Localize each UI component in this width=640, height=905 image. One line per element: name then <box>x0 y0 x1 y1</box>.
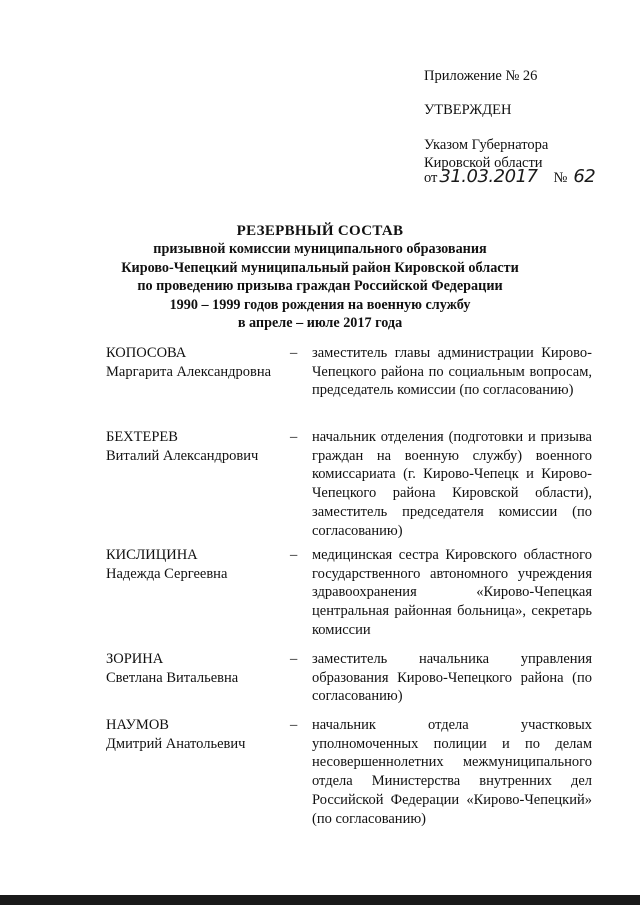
member-given-names: Дмитрий Анатольевич <box>106 735 246 752</box>
member-dash: – <box>290 717 298 733</box>
member-surname: БЕХТЕРЕВ <box>106 429 178 445</box>
member-name <box>106 546 281 583</box>
member-given-names: Виталий Александрович <box>106 447 259 464</box>
region-line: Кировской области <box>424 155 543 171</box>
member-given-names: Маргарита Александровна <box>106 363 272 380</box>
date-prefix: от <box>424 170 438 186</box>
member-given-names: Светлана Витальевна <box>106 669 239 686</box>
heading-line: Кирово-Чепецкий муниципальный район Кировской области <box>121 259 519 276</box>
member-dash: – <box>290 429 298 445</box>
member-surname: КИСЛИЦИНА <box>106 547 198 563</box>
heading-line: в апреле – июле 2017 года <box>237 315 403 332</box>
document-title: РЕЗЕРВНЫЙ СОСТАВ <box>236 223 404 239</box>
member-surname: НАУМОВ <box>106 717 169 733</box>
member-dash: – <box>290 651 298 667</box>
date-line <box>424 168 595 187</box>
member-surname: КОПОСОВА <box>106 345 187 361</box>
member-dash: – <box>290 345 298 361</box>
decree-line: Указом Губернатора <box>424 137 549 153</box>
member-role: начальник отдела участковых уполномоченных полиции и по делам несовершеннолетних межмуниципального отдела Министерства внутренних дел Российской Федерации «Кирово-Чепецкий» (по согласованию) <box>312 717 592 827</box>
member-name <box>106 716 281 753</box>
member-role: медицинская сестра Кировского областного государственного автономного учреждения здравоохранения «Кирово-Чепецкая центральная районная больница», секретарь комиссии <box>312 547 592 638</box>
heading-line: 1990 – 1999 годов рождения на военную службу <box>169 296 471 313</box>
member-role: заместитель начальника управления образования Кирово-Чепецкого района (по согласованию) <box>312 651 592 705</box>
heading-line: по проведению призыва граждан Российской Федерации <box>137 278 503 295</box>
document-heading <box>90 222 550 333</box>
member-name <box>106 650 281 687</box>
scan-edge-bar <box>0 895 640 905</box>
member-name <box>106 428 281 465</box>
approval-label: УТВЕРЖДЕН <box>424 102 512 118</box>
handwritten-number: 62 <box>573 166 596 187</box>
member-role: заместитель главы администрации Кирово-Чепецкого района по социальным вопросам, председатель комиссии (по согласованию) <box>312 345 592 399</box>
member-dash: – <box>290 547 298 563</box>
heading-line: призывной комиссии муниципального образования <box>153 241 487 257</box>
appendix-number: Приложение № 26 <box>424 68 538 84</box>
handwritten-date: 31.03.2017 <box>439 166 538 187</box>
member-role: начальник отделения (подготовки и призыва граждан на военную службу) военного комиссариата (г. Кирово-Чепецк и Кирово-Чепецкого района Кировской области), заместитель председателя комиссии (по согласованию) <box>312 429 592 539</box>
member-surname: ЗОРИНА <box>106 651 164 667</box>
member-given-names: Надежда Сергеевна <box>106 565 228 582</box>
number-prefix: № <box>553 170 568 186</box>
member-name <box>106 344 281 381</box>
